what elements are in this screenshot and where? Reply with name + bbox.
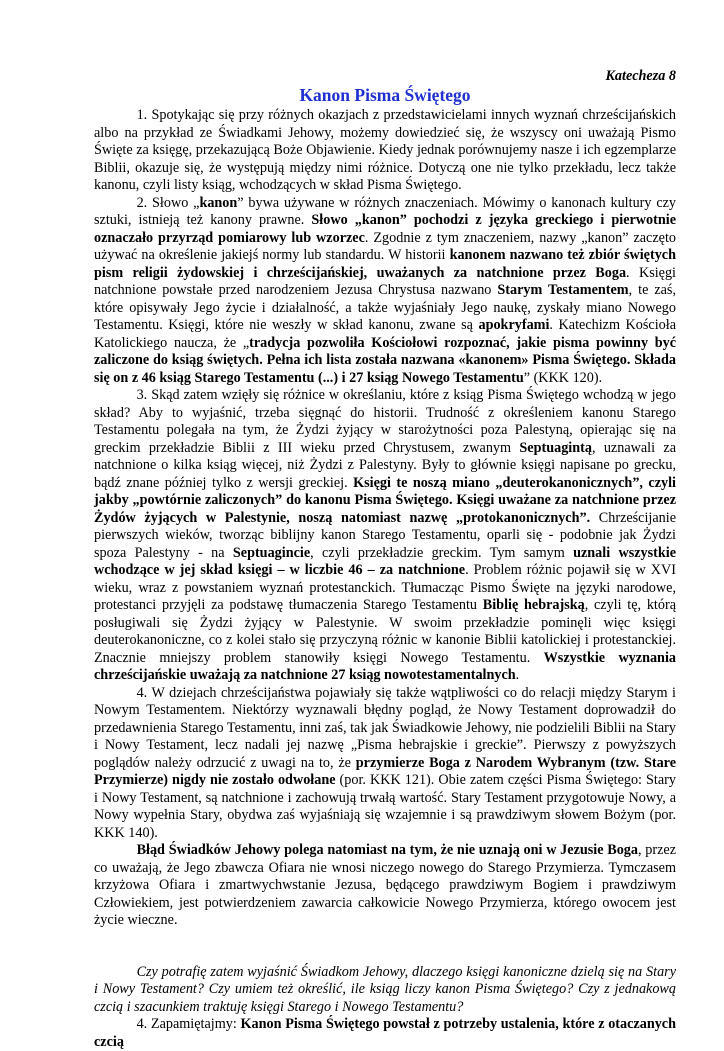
bold-run: kanonem nazwano też zbiór świętych pism religii żydowskiej i chrześcijańskiej, uważanych za natchnione przez Boga: [94, 247, 676, 281]
text-run: . Problem różnic pojawił się w XVI wieku, wraz z powstaniem wyznań protestanckich. Tłumacząc Pismo Święte na języki narodowe, protestanci przyjęli za podstawę tłumaczenia Starego Testamentu: [94, 562, 676, 613]
bold-run: Starym Testamentem: [497, 282, 629, 298]
paragraph-6: [94, 1016, 676, 1051]
document-page: [94, 68, 676, 1051]
bold-run: apokryfami: [478, 317, 550, 333]
text-run: 3. Skąd zatem wzięły się różnice w określaniu, które z ksiąg Pisma Świętego wchodzą w jego skład? Aby to wyjaśnić, trzeba sięgnąć do historii. Trudność z określeniem kanonu Starego Testamentu polegała na tym, że Żydzi żyjący w starożytności poza Palestyną, opierając się na greckim przekładzie Biblii z III wieku przed Chrystusem, zwanym: [94, 387, 676, 456]
bold-run: Kanon Pisma Świętego powstał z potrzeby ustalenia, które z otaczanych czcią: [94, 1016, 676, 1050]
bold-run: tradycja pozwoliła Kościołowi rozpoznać, jakie pisma powinny być zaliczone do ksiąg świętych. Pełna ich lista została nazwana «kanonem» Pisma Świętego. Składa się on z 46 ksiąg Starego Testamentu (...) i 27 ksiąg Nowego Testamentu: [94, 334, 676, 386]
text-run: ” bywa używane w różnych znaczeniach. Mówimy o kanonach kultury czy sztuki, istnieją też kanony prawne.: [94, 194, 677, 228]
bold-run: Błąd Świadków Jehowy polega natomiast na tym, że nie uznają oni w Jezusie Boga: [136, 842, 638, 858]
paragraph-3: [94, 387, 676, 685]
text-run: .: [515, 667, 520, 683]
bold-run: Księgi te noszą miano „deuterokanonicznych”, czyli jakby „powtórnie zaliczonych” do kanonu Pisma Świętego. Księgi uważane za natchnione przez Żydów żyjących w Palestynie, noszą natomiast nazwę „protokanonicznych”.: [94, 474, 676, 526]
bold-run: Słowo „kanon” pochodzi z języka greckiego i pierwotnie oznaczało przyrząd pomiarowy lub wzorzec: [94, 212, 676, 246]
paragraph-5: [94, 842, 676, 930]
text-run: 4. Zapamiętajmy:: [136, 1016, 241, 1032]
bold-run: Septuagincie: [232, 544, 311, 561]
bold-run: Wszystkie wyznania chrześcijańskie uważają za natchnione 27 ksiąg nowotestamentalnych: [94, 649, 676, 683]
text-run: , czyli tę, którą posługiwali się Żydzi żyjący w Palestynie. W swoim przekładzie pominęli więc księgi deuterokanoniczne, co z kolei stało się przyczyną różnic w kanonie Biblii katolickiej i protestanckiej. Znacznie mniejszy problem stanowiły księgi Nowego Testamentu.: [94, 597, 676, 666]
text-run: 4. W dziejach chrześcijaństwa pojawiały się także wątpliwości co do relacji między Starym i Nowym Testamentem. Niektórzy wyznawali błędny pogląd, że Nowy Testament doprowadził do przedawnienia Starego Testamentu, inni zaś, tak jak Świadkowie Jehowy, nie podzielili Biblii na Stary i Nowy Testament, lecz nadali jej nazwę „Pisma hebrajskie i greckie”. Pierwszy z powyższych poglądów należy odrzucić z uwagi na to, że: [94, 684, 676, 771]
lesson-number: Katecheza 8: [605, 68, 676, 84]
question-text: Czy potrafię zatem wyjaśnić Świadkom Jehowy, dlaczego księgi kanoniczne dzielą się na Stary i Nowy Testament? Czy umiem też określić, ile ksiąg liczy kanon Pisma Świętego? Czy z jednakową czcią i szacunkiem traktuję księgi Starego i Nowego Testamentu?: [94, 963, 676, 1015]
paragraph-1: [94, 107, 676, 195]
text-run: (por. KKK 121). Obie zatem części Pisma Świętego: Stary i Nowy Testament, są natchnione i zachowują trwałą wartość. Stary Testament przygotowuje Nowy, a Nowy wypełnia Stary, obydwa zaś wyjaśniają się wzajemnie i są prawdziwym słowem Bożym (por. KKK 140).: [94, 772, 676, 841]
text-run: . Księgi natchnione powstałe przed narodzeniem Jezusa Chrystusa nazwano: [94, 264, 676, 298]
bold-run: przymierze Boga z Narodem Wybranym (tzw. Stare Przymierze) nigdy nie zostało odwołane: [94, 754, 676, 788]
text-run: . Zgodnie z tym znaczeniem, nazwy „kanon” zaczęto używać na określenie jakiejś normy lub standardu. W historii: [94, 229, 676, 263]
bold-run: uznali wszystkie wchodzące w jej skład księgi – w liczbie 46 – za natchnione: [94, 544, 676, 578]
text-run: , te zaś, które opisywały Jego życie i działalność, a także wyjaśniały Jego naukę, zyskały miano Nowego Testamentu. Księgi, które nie weszły w skład kanonu, zwane są: [94, 282, 676, 333]
bold-run: kanon: [199, 194, 238, 211]
text-run: , uznawali za natchnione o kilka ksiąg więcej, niż Żydzi z Palestyny. Były to głównie księgi napisane po grecku, bądź znane później tylko z wersji greckiej.: [94, 439, 676, 491]
bold-run: Septuagintą: [519, 439, 592, 456]
page-title: Kanon Pisma Świętego: [299, 85, 471, 105]
text-run: . Katechizm Kościoła Katolickiego naucza, że „: [94, 317, 676, 351]
reflection-question: [94, 964, 676, 1017]
text-run: 2. Słowo „: [136, 194, 200, 211]
paragraph-gap: [94, 930, 676, 964]
text-run: , czyli przekładzie greckim. Tym samym: [310, 544, 574, 561]
text-run: , przez co uważają, że Jego zbawcza Ofiara nie wnosi niczego nowego do Starego Przymierza. Tymczasem krzyżowa Ofiara i zmartwychwstanie Jezusa, będącego prawdziwym Bogiem i prawdziwym Człowiekiem, jest potwierdzeniem zawarcia całkowicie Nowego Przymierza, którego owocem jest życie wieczne.: [94, 842, 676, 928]
paragraph-1-text: 1. Spotykając się przy różnych okazjach z przedstawicielami innych wyznań chrześcijańskich albo na przykład ze Świadkami Jehowy, możemy dowiedzieć się, że wszyscy oni uważają Pismo Święte za księgę, przekazującą Boże Objawienie. Kiedy jednak porównujemy nasze i ich egzemplarze Biblii, okazuje się, że występują między nimi różnice. Dotyczą one nie tylko przekładu, lecz także kanonu, czyli listy ksiąg, wchodzących w skład Pisma Świętego.: [94, 107, 676, 193]
text-run: ” (KKK 120).: [523, 369, 603, 386]
paragraph-4: [94, 685, 676, 843]
text-run: Chrześcijanie pierwszych wieków, tworząc biblijny kanon Starego Testamentu, oparli się - podobnie jak Żydzi spoza Palestyny - na: [94, 509, 676, 561]
paragraph-2: [94, 195, 676, 388]
bold-run: Biblię hebrajską: [482, 597, 585, 613]
